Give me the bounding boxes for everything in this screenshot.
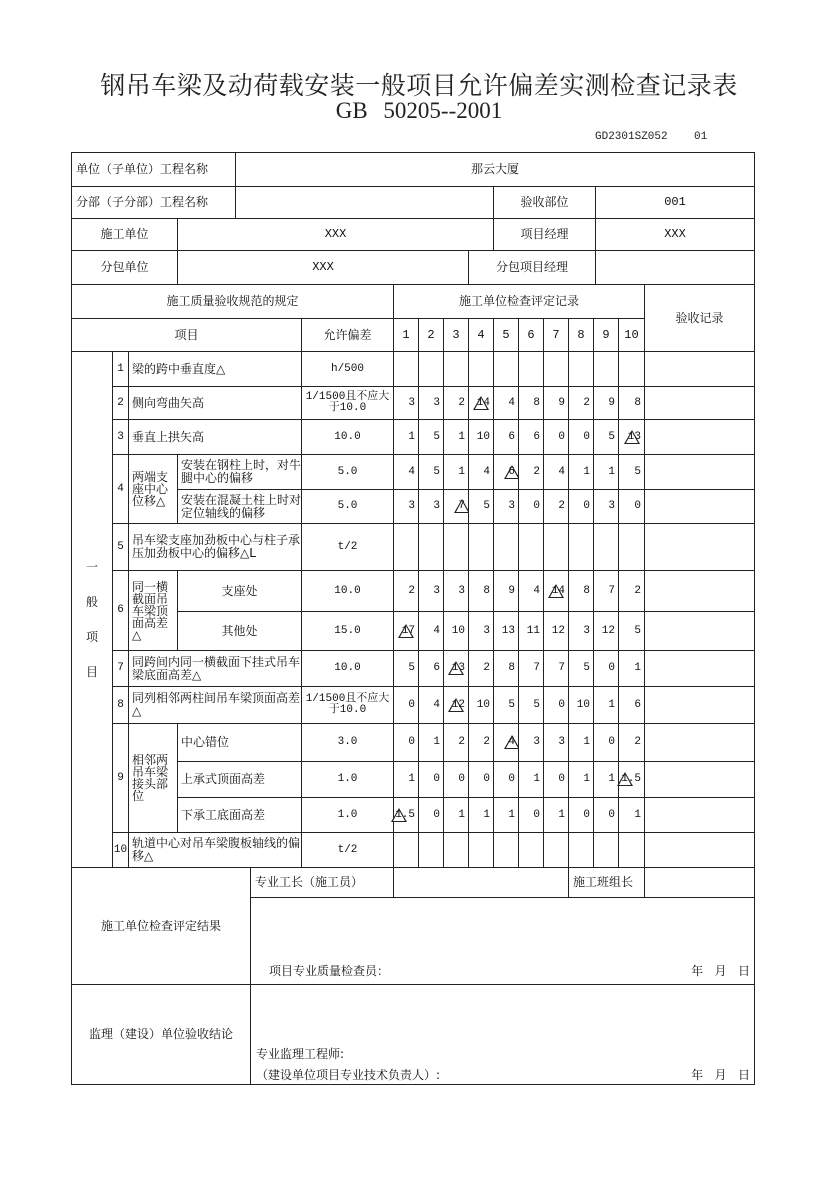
tolerance-header: 允许偏差 xyxy=(301,318,394,352)
sub-manager-value[interactable] xyxy=(595,250,755,285)
measurement-cell[interactable]: 0 xyxy=(443,761,469,798)
supervisor-engineer-label: 专业监理工程师: xyxy=(256,1047,345,1061)
measurement-cell[interactable]: 9 xyxy=(543,386,569,420)
column-number-9: 9 xyxy=(593,318,619,352)
item-name: 其他处 xyxy=(177,611,302,651)
tolerance-value: h/500 xyxy=(301,351,394,387)
measurement-cell[interactable] xyxy=(593,523,619,571)
measurement-cell[interactable] xyxy=(443,523,469,571)
measurement-cell[interactable] xyxy=(618,351,645,387)
measurement-cell[interactable]: 3 xyxy=(468,611,494,651)
measurement-cell[interactable]: 4 xyxy=(418,611,444,651)
measurement-cell[interactable] xyxy=(443,351,469,387)
measurement-cell[interactable]: 1 xyxy=(618,797,645,833)
measurement-cell[interactable]: 8 xyxy=(518,386,544,420)
item-name: 同跨间内同一横截面下挂式吊车梁底面高差△ xyxy=(128,650,302,687)
tolerance-value: 1/1500且不应大于10.0 xyxy=(301,386,394,420)
row-number: 10 xyxy=(112,832,129,868)
measurement-cell[interactable] xyxy=(618,419,645,455)
column-number-6: 6 xyxy=(518,318,544,352)
acceptance-part-label: 验收部位 xyxy=(493,186,596,219)
acceptance-part-value[interactable]: 001 xyxy=(595,186,755,219)
acceptance-record-cell[interactable] xyxy=(644,489,755,524)
measurement-cell[interactable]: 0 xyxy=(468,761,494,798)
row-number: 4 xyxy=(112,454,129,524)
measurement-cell[interactable]: 1 xyxy=(443,797,469,833)
measurement-cell[interactable] xyxy=(493,351,519,387)
measurement-cell[interactable]: 3 xyxy=(543,723,569,762)
triangle-mark-icon: 12 xyxy=(451,698,465,711)
constructor-label: 施工单位 xyxy=(71,218,178,251)
form-code: GD2301SZ052 01 xyxy=(595,131,708,143)
measurement-cell[interactable]: 7 xyxy=(518,650,544,687)
measurement-cell[interactable]: 3 xyxy=(418,386,444,420)
acceptance-record-cell[interactable] xyxy=(644,832,755,868)
acceptance-record-cell[interactable] xyxy=(644,419,755,455)
supervisor-result-label: 监理（建设）单位验收结论 xyxy=(71,984,251,1085)
measurement-cell[interactable] xyxy=(568,523,594,571)
measurement-cell[interactable] xyxy=(543,832,569,868)
triangle-mark-icon: 1.5 xyxy=(395,808,415,821)
measurement-cell[interactable] xyxy=(393,797,419,833)
acceptance-record-cell[interactable] xyxy=(644,454,755,490)
subcontractor-label: 分包单位 xyxy=(71,250,178,285)
tolerance-value: 1/1500且不应大于10.0 xyxy=(301,686,394,724)
measurement-cell[interactable]: 1 xyxy=(593,454,619,490)
foreman-value[interactable] xyxy=(393,867,569,898)
acceptance-record-cell[interactable] xyxy=(644,386,755,420)
measurement-cell[interactable]: 2 xyxy=(468,650,494,687)
measurement-cell[interactable] xyxy=(468,351,494,387)
triangle-mark-icon: 13 xyxy=(451,662,465,674)
measurement-cell[interactable] xyxy=(443,686,469,724)
row-number: 6 xyxy=(112,570,129,651)
measurement-cell[interactable]: 0 xyxy=(593,650,619,687)
measurement-cell[interactable]: 6 xyxy=(518,419,544,455)
column-number-1: 1 xyxy=(393,318,419,352)
measurement-cell[interactable]: 4 xyxy=(468,454,494,490)
measurement-cell[interactable]: 1 xyxy=(568,761,594,798)
measurement-cell[interactable]: 2 xyxy=(443,723,469,762)
measurement-cell[interactable] xyxy=(518,832,544,868)
standard-code: GB 50205--2001 xyxy=(335,98,503,123)
tolerance-value: 10.0 xyxy=(301,650,394,687)
measurement-cell[interactable]: 3 xyxy=(443,570,469,612)
acceptance-record-cell[interactable] xyxy=(644,570,755,612)
measurement-cell[interactable]: 1 xyxy=(468,797,494,833)
tolerance-value: t/2 xyxy=(301,523,394,571)
acceptance-record-cell[interactable] xyxy=(644,523,755,571)
measurement-cell[interactable]: 1 xyxy=(518,761,544,798)
measurement-cell[interactable]: 0 xyxy=(593,723,619,762)
measurement-cell[interactable]: 6 xyxy=(418,650,444,687)
row-number: 5 xyxy=(112,523,129,571)
record-header: 施工单位检查评定记录 xyxy=(393,284,645,319)
measurement-cell[interactable]: 5 xyxy=(568,650,594,687)
measurement-cell[interactable]: 8 xyxy=(493,650,519,687)
measurement-cell[interactable] xyxy=(443,489,469,524)
column-number-2: 2 xyxy=(418,318,444,352)
item-name: 轨道中心对吊车梁腹板轴线的偏移△ xyxy=(128,832,302,868)
item-name: 垂直上拱矢高 xyxy=(128,419,302,455)
row-number: 9 xyxy=(112,723,129,833)
owner-tech-line xyxy=(256,1069,750,1082)
measurement-cell[interactable]: 13 xyxy=(493,611,519,651)
sub-manager-label: 分包项目经理 xyxy=(468,250,596,285)
measurement-cell[interactable]: 0 xyxy=(543,419,569,455)
triangle-mark-icon: 6 xyxy=(508,465,515,478)
measurement-cell[interactable]: 0 xyxy=(568,489,594,524)
measurement-cell[interactable]: 0 xyxy=(418,797,444,833)
measurement-cell[interactable]: 10 xyxy=(443,611,469,651)
tolerance-value: 3.0 xyxy=(301,723,394,762)
category-general-items xyxy=(71,351,113,868)
measurement-cell[interactable]: 5 xyxy=(518,686,544,724)
column-number-5: 5 xyxy=(493,318,519,352)
measurement-cell[interactable]: 10 xyxy=(568,686,594,724)
measurement-cell[interactable]: 2 xyxy=(443,386,469,420)
item-name: 安装在混凝土柱上时对定位轴线的偏移 xyxy=(177,489,302,524)
measurement-cell[interactable]: 8 xyxy=(568,570,594,612)
measurement-cell[interactable] xyxy=(618,523,645,571)
acceptance-header: 验收记录 xyxy=(644,284,755,352)
measurement-cell[interactable] xyxy=(418,523,444,571)
measurement-cell[interactable]: 2 xyxy=(468,723,494,762)
tolerance-value: 1.0 xyxy=(301,797,394,833)
tolerance-value: 5.0 xyxy=(301,489,394,524)
measurement-cell[interactable] xyxy=(393,832,419,868)
acceptance-record-cell[interactable] xyxy=(644,761,755,798)
measurement-cell[interactable]: 12 xyxy=(543,611,569,651)
tolerance-value: t/2 xyxy=(301,832,394,868)
measurement-cell[interactable] xyxy=(418,832,444,868)
column-number-8: 8 xyxy=(568,318,594,352)
measurement-cell[interactable] xyxy=(568,832,594,868)
spec-header: 施工质量验收规范的规定 xyxy=(71,284,394,319)
measurement-cell[interactable]: 5 xyxy=(468,489,494,524)
measurement-cell[interactable]: 6 xyxy=(618,686,645,724)
acceptance-record-cell[interactable] xyxy=(644,650,755,687)
measurement-cell[interactable]: 5 xyxy=(593,419,619,455)
measurement-cell[interactable]: 5 xyxy=(418,419,444,455)
measurement-cell[interactable] xyxy=(493,723,519,762)
constructor-result-area[interactable] xyxy=(250,897,755,985)
measurement-cell[interactable]: 11 xyxy=(518,611,544,651)
item-name: 安装在钢柱上时，对牛腿中心的偏移 xyxy=(177,454,302,490)
measurement-cell[interactable]: 1 xyxy=(393,761,419,798)
sub-project-value[interactable] xyxy=(235,186,494,219)
triangle-mark-icon: 4 xyxy=(508,736,515,748)
measurement-cell[interactable]: 0 xyxy=(518,797,544,833)
measurement-cell[interactable]: 0 xyxy=(568,419,594,455)
measurement-cell[interactable]: 0 xyxy=(518,489,544,524)
measurement-cell[interactable]: 1 xyxy=(393,419,419,455)
measurement-cell[interactable]: 2 xyxy=(618,570,645,612)
project-manager-label: 项目经理 xyxy=(493,218,596,251)
measurement-cell[interactable]: 1 xyxy=(593,761,619,798)
column-number-3: 3 xyxy=(443,318,469,352)
measurement-cell[interactable]: 7 xyxy=(543,650,569,687)
acceptance-record-cell[interactable] xyxy=(644,351,755,387)
measurement-cell[interactable] xyxy=(493,832,519,868)
item-header: 项目 xyxy=(71,318,302,352)
column-number-10: 10 xyxy=(618,318,645,352)
item-group-label: 同一横截面吊车梁顶面高差△ xyxy=(128,570,178,651)
measurement-cell[interactable]: 3 xyxy=(593,489,619,524)
unit-project-label: 单位（子单位）工程名称 xyxy=(71,152,236,187)
tolerance-value: 1.0 xyxy=(301,761,394,798)
measurement-cell[interactable]: 2 xyxy=(618,723,645,762)
measurement-cell[interactable] xyxy=(468,523,494,571)
measurement-cell[interactable] xyxy=(443,832,469,868)
item-name: 吊车梁支座加劲板中心与柱子承压加劲板中心的偏移△L xyxy=(128,523,302,571)
acceptance-record-cell[interactable] xyxy=(644,797,755,833)
measurement-cell[interactable] xyxy=(393,611,419,651)
measurement-cell[interactable] xyxy=(418,351,444,387)
tolerance-value: 10.0 xyxy=(301,419,394,455)
triangle-mark-icon: 1.5 xyxy=(621,773,641,785)
column-number-7: 7 xyxy=(543,318,569,352)
triangle-mark-icon: 14 xyxy=(551,584,565,597)
measurement-cell[interactable]: 5 xyxy=(618,454,645,490)
row-number: 2 xyxy=(112,386,129,420)
measurement-cell[interactable]: 1 xyxy=(543,797,569,833)
measurement-cell[interactable]: 5 xyxy=(393,650,419,687)
measurement-cell[interactable]: 3 xyxy=(393,386,419,420)
measurement-cell[interactable]: 0 xyxy=(393,723,419,762)
subcontractor-value[interactable]: XXX xyxy=(177,250,469,285)
triangle-mark-icon: 14 xyxy=(476,396,490,409)
tolerance-value: 10.0 xyxy=(301,570,394,612)
measurement-cell[interactable]: 0 xyxy=(393,686,419,724)
measurement-cell[interactable]: 1 xyxy=(568,723,594,762)
document-title: 钢吊车梁及动荷载安装一般项目允许偏差实测检查记录表 xyxy=(100,71,738,100)
constructor-result-label: 施工单位检查评定结果 xyxy=(71,867,251,985)
item-name: 梁的跨中垂直度△ xyxy=(128,351,302,387)
measurement-cell[interactable] xyxy=(518,351,544,387)
measurement-cell[interactable]: 10 xyxy=(468,419,494,455)
category-label: 一 般 项 目 xyxy=(85,559,98,679)
measurement-cell[interactable] xyxy=(543,523,569,571)
measurement-cell[interactable]: 5 xyxy=(618,611,645,651)
tolerance-value: 5.0 xyxy=(301,454,394,490)
measurement-cell[interactable] xyxy=(468,386,494,420)
measurement-cell[interactable]: 1 xyxy=(443,454,469,490)
measurement-cell[interactable]: 1 xyxy=(593,686,619,724)
measurement-cell[interactable] xyxy=(593,351,619,387)
project-manager-value[interactable]: XXX xyxy=(595,218,755,251)
measurement-cell[interactable] xyxy=(493,454,519,490)
measurement-cell[interactable] xyxy=(443,650,469,687)
triangle-mark-icon: 17 xyxy=(401,624,415,637)
measurement-cell[interactable]: 2 xyxy=(543,489,569,524)
supervisor-result-area[interactable] xyxy=(250,984,755,1085)
measurement-cell[interactable]: 2 xyxy=(568,386,594,420)
triangle-mark-icon: 7 xyxy=(458,500,465,512)
measurement-cell[interactable]: 3 xyxy=(518,723,544,762)
measurement-cell[interactable] xyxy=(393,523,419,571)
constructor-value[interactable]: XXX xyxy=(177,218,494,251)
measurement-cell[interactable] xyxy=(618,832,645,868)
measurement-cell[interactable]: 1 xyxy=(493,797,519,833)
row-number: 7 xyxy=(112,650,129,687)
foreman-label: 专业工长（施工员） xyxy=(250,867,394,898)
measurement-cell[interactable] xyxy=(593,832,619,868)
measurement-cell[interactable]: 9 xyxy=(593,386,619,420)
measurement-cell[interactable]: 0 xyxy=(493,761,519,798)
measurement-cell[interactable] xyxy=(518,523,544,571)
acceptance-record-cell[interactable] xyxy=(644,686,755,724)
measurement-cell[interactable]: 2 xyxy=(393,570,419,612)
item-name: 上承式顶面高差 xyxy=(177,761,302,798)
measurement-cell[interactable]: 8 xyxy=(618,386,645,420)
owner-tech-label: （建设单位项目专业技术负责人）: xyxy=(256,1068,441,1082)
measurement-cell[interactable]: 8 xyxy=(468,570,494,612)
measurement-cell[interactable] xyxy=(543,351,569,387)
measurement-cell[interactable]: 0 xyxy=(593,797,619,833)
measurement-cell[interactable]: 12 xyxy=(593,611,619,651)
item-name: 支座处 xyxy=(177,570,302,612)
unit-project-value[interactable]: 那云大厦 xyxy=(235,152,755,187)
team-leader-value[interactable] xyxy=(644,867,755,898)
measurement-cell[interactable] xyxy=(618,761,645,798)
measurement-cell[interactable]: 3 xyxy=(493,489,519,524)
measurement-cell[interactable]: 3 xyxy=(568,611,594,651)
measurement-cell[interactable]: 4 xyxy=(518,570,544,612)
team-leader-label: 施工班组长 xyxy=(568,867,645,898)
measurement-cell[interactable]: 5 xyxy=(418,454,444,490)
column-number-4: 4 xyxy=(468,318,494,352)
measurement-cell[interactable] xyxy=(393,351,419,387)
measurement-cell[interactable]: 0 xyxy=(418,761,444,798)
measurement-cell[interactable] xyxy=(493,523,519,571)
row-number: 1 xyxy=(112,351,129,387)
measurement-cell[interactable]: 4 xyxy=(393,454,419,490)
item-group-label: 两端支座中心位移△ xyxy=(128,454,178,524)
measurement-cell[interactable]: 3 xyxy=(393,489,419,524)
measurement-cell[interactable]: 6 xyxy=(493,419,519,455)
measurement-cell[interactable] xyxy=(543,570,569,612)
measurement-cell[interactable]: 1 xyxy=(418,723,444,762)
row-number: 8 xyxy=(112,686,129,724)
tolerance-value: 15.0 xyxy=(301,611,394,651)
measurement-cell[interactable]: 0 xyxy=(618,489,645,524)
date-label: 年 月 日 xyxy=(691,964,750,978)
item-name: 下承工底面高差 xyxy=(177,797,302,833)
measurement-cell[interactable]: 0 xyxy=(568,797,594,833)
measurement-cell[interactable] xyxy=(468,832,494,868)
item-group-label: 相邻两吊车梁接头部位 xyxy=(128,723,178,833)
measurement-cell[interactable]: 9 xyxy=(493,570,519,612)
measurement-cell[interactable]: 0 xyxy=(543,686,569,724)
measurement-cell[interactable]: 3 xyxy=(418,570,444,612)
measurement-cell[interactable]: 4 xyxy=(493,386,519,420)
measurement-cell[interactable]: 3 xyxy=(418,489,444,524)
acceptance-record-cell[interactable] xyxy=(644,611,755,651)
measurement-cell[interactable]: 5 xyxy=(493,686,519,724)
measurement-cell[interactable]: 1 xyxy=(568,454,594,490)
inspector-label: 项目专业质量检查员： xyxy=(269,964,390,978)
measurement-cell[interactable]: 1 xyxy=(443,419,469,455)
item-name: 侧向弯曲矢高 xyxy=(128,386,302,420)
row-number: 3 xyxy=(112,419,129,455)
date-label-2: 年 月 日 xyxy=(691,1068,750,1082)
measurement-cell[interactable]: 4 xyxy=(543,454,569,490)
acceptance-record-cell[interactable] xyxy=(644,723,755,762)
measurement-cell[interactable] xyxy=(568,351,594,387)
item-name: 同列相邻两柱间吊车梁顶面高差△ xyxy=(128,686,302,724)
measurement-cell[interactable]: 4 xyxy=(418,686,444,724)
sub-project-label: 分部（子分部）工程名称 xyxy=(71,186,236,219)
measurement-cell[interactable]: 7 xyxy=(593,570,619,612)
measurement-cell[interactable]: 1 xyxy=(618,650,645,687)
item-name: 中心错位 xyxy=(177,723,302,762)
measurement-cell[interactable]: 0 xyxy=(543,761,569,798)
measurement-cell[interactable]: 2 xyxy=(518,454,544,490)
triangle-mark-icon: 13 xyxy=(627,430,641,443)
measurement-cell[interactable]: 10 xyxy=(468,686,494,724)
